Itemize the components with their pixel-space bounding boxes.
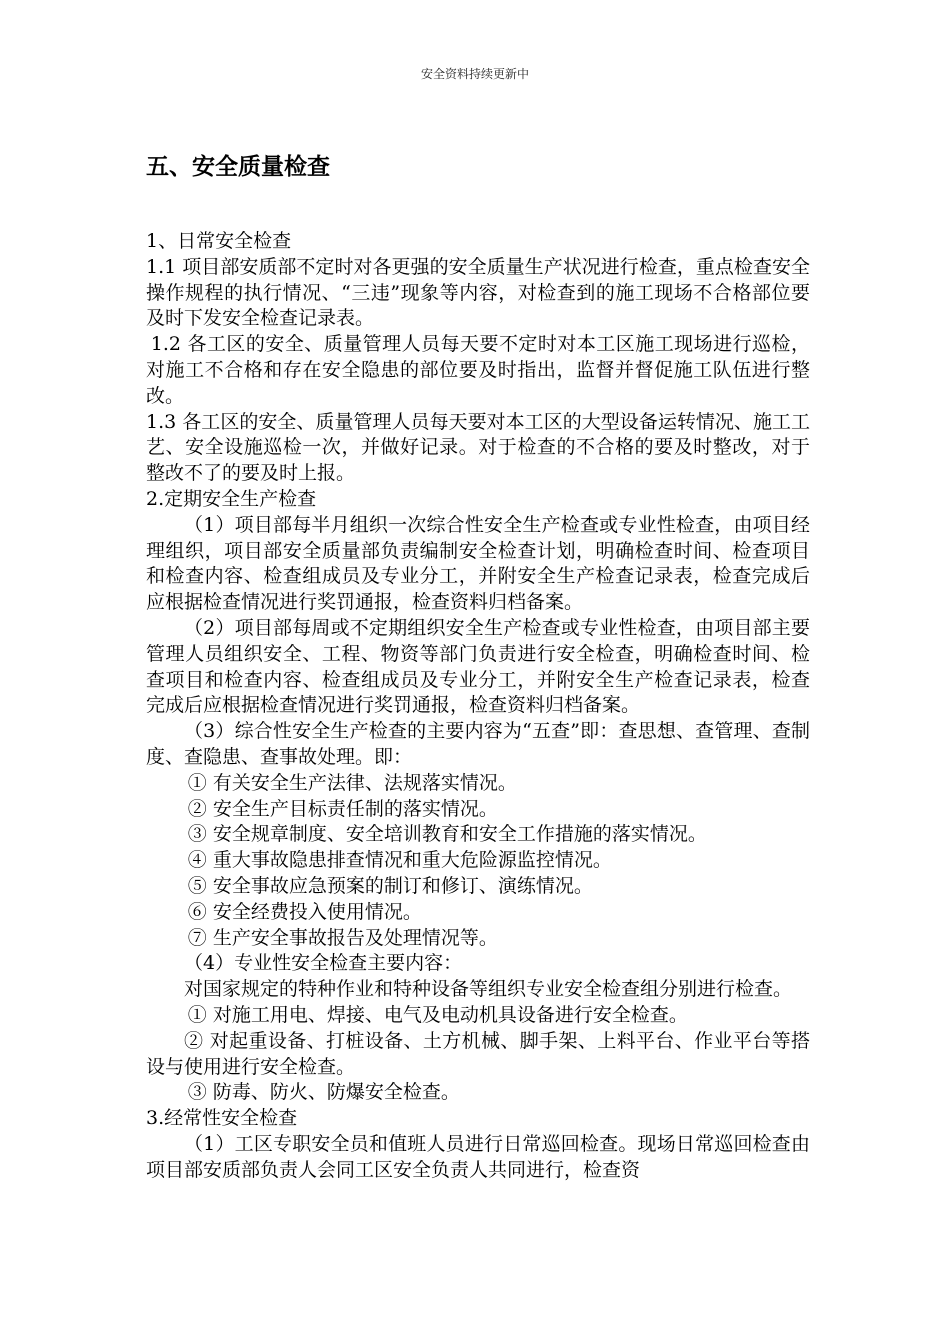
paragraph-1-3: 1.3 各工区的安全、质量管理人员每天要对本工区的大型设备运转情况、施工工艺、安全设施巡检一次，并做好记录。对于检查的不合格的要及时整改，对于整改不了的要及时上报。 [146,410,810,485]
subsection-heading-periodic: 2.定期安全生产检查 [146,487,317,510]
subsection-heading-daily: 1、日常安全检查 [146,230,292,252]
list-item: ① 对施工用电、焊接、电气及电动机具设备进行安全检查。 [187,1003,688,1026]
list-item: ② 安全生产目标责任制的落实情况。 [187,797,498,820]
list-item: ⑦ 生产安全事故报告及处理情况等。 [187,926,498,949]
page-header: 安全资料持续更新中 [420,67,529,81]
paragraph-3-1: （1）工区专职安全员和值班人员进行日常巡回检查。现场日常巡回检查由项目部安质部负责人会同工区安全负责人共同进行，检查资 [146,1132,810,1181]
list-item: ③ 安全规章制度、安全培训教育和安全工作措施的落实情况。 [187,823,707,846]
paragraph-1-2: 1.2 各工区的安全、质量管理人员每天要不定时对本工区施工现场进行巡检，对施工不合格和存在安全隐患的部位要及时指出，监督并督促施工队伍进行整改。 [146,333,810,407]
paragraph-special-equipment: 对国家规定的特种作业和特种设备等组织专业安全检查组分别进行检查。 [184,978,793,1001]
list-item: ② 对起重设备、打桩设备、土方机械、脚手架、上料平台、作业平台等搭设与使用进行安全检查。 [146,1029,810,1078]
list-item: ⑤ 安全事故应急预案的制订和修订、演练情况。 [187,874,593,897]
list-item: ④ 重大事故隐患排查情况和重大危险源监控情况。 [187,849,612,872]
paragraph-2-2: （2）项目部每周或不定期组织安全生产检查或专业性检查，由项目部主要管理人员组织安全、工程、物资等部门负责进行安全检查，明确检查时间、检查项目和检查内容、检查组成员及专业分工，并附安全生产检查记录表，检查完成后应根据检查情况进行奖罚通报，检查资料归档备案。 [146,616,810,717]
subsection-heading-regular: 3.经常性安全检查 [146,1107,298,1130]
paragraph-1-1: 1.1 项目部安质部不定时对各更强的安全质量生产状况进行检查，重点检查安全操作规程的执行情况、“三违”现象等内容，对检查到的施工现场不合格部位要及时下发安全检查记录表。 [146,255,810,330]
paragraph-2-4: （4）专业性安全检查主要内容： [184,952,463,975]
paragraph-2-1: （1）项目部每半月组织一次综合性安全生产检查或专业性检查，由项目经理组织，项目部安全质量部负责编制安全检查计划，明确检查时间、检查项目和检查内容、检查组成员及专业分工，并附安全生产检查记录表，检查完成后应根据检查情况进行奖罚通报，检查资料归档备案。 [146,513,810,614]
list-item: ⑥ 安全经费投入使用情况。 [187,900,422,923]
paragraph-2-3: （3）综合性安全生产检查的主要内容为“五查”即：查思想、查管理、查制度、查隐患、查事故处理。即： [146,720,810,768]
list-item: ① 有关安全生产法律、法规落实情况。 [187,771,517,794]
list-item: ③ 防毒、防火、防爆安全检查。 [187,1081,460,1104]
document-body [146,229,810,1183]
section-title: 五、安全质量检查 [146,154,330,180]
